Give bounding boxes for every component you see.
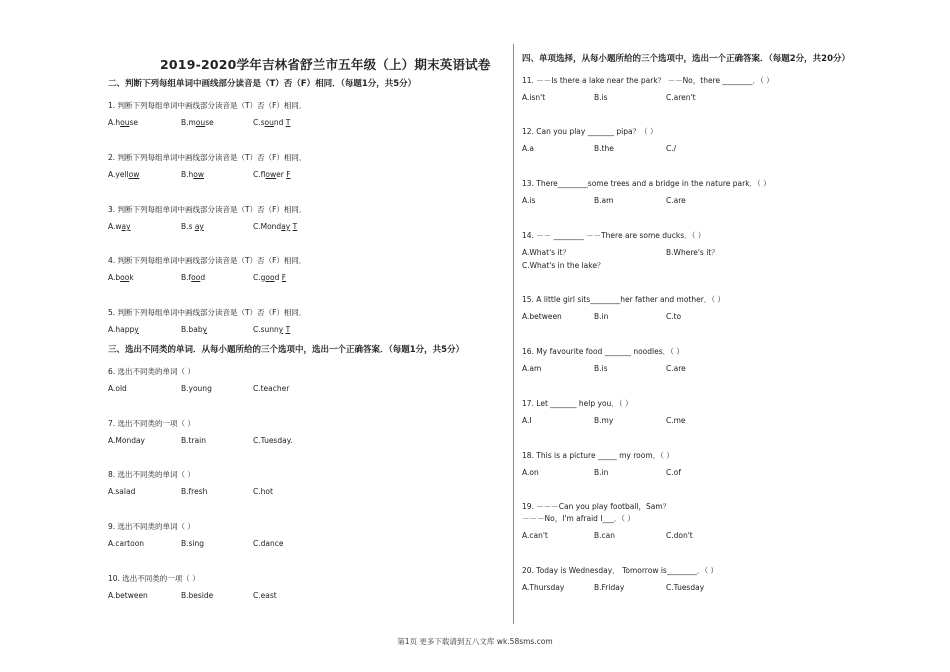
option-a[interactable]: A.way bbox=[108, 222, 131, 231]
question-14-options-row2 bbox=[522, 261, 822, 271]
section-2-heading: 二、判断下列每组单词中画线部分读音是（T）否（F）相同．（每题1分，共5分） bbox=[108, 79, 417, 89]
section-4-heading: 四、单项选择，从每小题所给的三个选项中，选出一个正确答案．（每题2分，共20分） bbox=[522, 54, 850, 64]
option-c[interactable]: C.are bbox=[666, 364, 686, 373]
option-b[interactable]: B.can bbox=[594, 531, 616, 540]
option-b[interactable]: B.Where's it？ bbox=[666, 248, 719, 257]
option-c[interactable]: C.are bbox=[666, 196, 686, 205]
option-c[interactable]: C.Tuesday bbox=[666, 583, 705, 592]
option-b[interactable]: B.in bbox=[594, 468, 609, 477]
option-a[interactable]: A.house bbox=[108, 118, 139, 127]
option-a[interactable]: A.am bbox=[522, 364, 542, 373]
question-19-options bbox=[522, 531, 822, 541]
option-c[interactable]: C.Tuesday. bbox=[253, 436, 293, 445]
question-9-options bbox=[108, 539, 408, 549]
option-c[interactable]: C.to bbox=[666, 312, 682, 321]
question-16-options bbox=[522, 364, 822, 374]
option-c[interactable]: C.What's in the lake？ bbox=[522, 261, 605, 270]
option-a[interactable]: A.Thursday bbox=[522, 583, 565, 592]
option-c[interactable]: C.aren't bbox=[666, 93, 696, 102]
answer-mark: T bbox=[285, 118, 291, 127]
answer-mark: T bbox=[285, 325, 291, 334]
option-b[interactable]: B.am bbox=[594, 196, 614, 205]
question-17-options bbox=[522, 416, 822, 426]
question-3-options bbox=[108, 222, 408, 232]
option-a[interactable]: A.Monday bbox=[108, 436, 145, 445]
question-13-stem: 13. There________some trees and a bridge in the nature park．（ ） bbox=[522, 179, 771, 188]
option-c[interactable]: C.Monday T bbox=[253, 222, 298, 231]
option-c[interactable]: C.me bbox=[666, 416, 686, 425]
option-b[interactable]: B.train bbox=[181, 436, 206, 445]
question-11-stem: 11. －－Is there a lake near the park？ －－No，there ________．（ ） bbox=[522, 76, 774, 85]
option-b[interactable]: B.s ay bbox=[181, 222, 204, 231]
question-20-options bbox=[522, 583, 822, 593]
option-b[interactable]: B.in bbox=[594, 312, 609, 321]
option-c[interactable]: C.don't bbox=[666, 531, 693, 540]
option-b[interactable]: B.Friday bbox=[594, 583, 625, 592]
option-c[interactable]: C./ bbox=[666, 144, 677, 153]
question-19-stem-line2: －－－No，I'm afraid I___．（ ） bbox=[522, 514, 635, 523]
option-b[interactable]: B.is bbox=[594, 364, 608, 373]
option-a[interactable]: A.yellow bbox=[108, 170, 140, 179]
option-a[interactable]: A.happy bbox=[108, 325, 139, 334]
question-12-options bbox=[522, 144, 822, 154]
question-2-stem: 2. 判断下列每组单词中画线部分读音是（T）否（F）相同． bbox=[108, 153, 307, 162]
option-c[interactable]: C.sunny T bbox=[253, 325, 291, 334]
question-14-stem: 14. －－ ________ －－There are some ducks．（ ） bbox=[522, 231, 706, 240]
question-18-stem: 18. This is a picture _____ my room．（ ） bbox=[522, 451, 674, 460]
section-3-heading: 三、选出不同类的单词．从每小题所给的三个选项中，选出一个正确答案．（每题1分，共5分） bbox=[108, 345, 465, 355]
question-3-stem: 3. 判断下列每组单词中画线部分读音是（T）否（F）相同． bbox=[108, 205, 307, 214]
question-17-stem: 17. Let _______ help you．（ ） bbox=[522, 399, 633, 408]
question-11-options bbox=[522, 93, 822, 103]
page-footer: 第1页 更多下载请到五八文库 wk.58sms.com bbox=[397, 637, 553, 646]
question-8-stem: 8. 选出不同类的单词（ ） bbox=[108, 470, 195, 479]
question-16-stem: 16. My favourite food _______ noodles．（ ） bbox=[522, 347, 684, 356]
question-4-stem: 4. 判断下列每组单词中画线部分读音是（T）否（F）相同． bbox=[108, 256, 307, 265]
option-a[interactable]: A.isn't bbox=[522, 93, 546, 102]
question-15-options bbox=[522, 312, 822, 322]
question-7-stem: 7. 选出不同类的一项（ ） bbox=[108, 419, 195, 428]
option-a[interactable]: A.between bbox=[108, 591, 148, 600]
question-1-options bbox=[108, 118, 408, 128]
question-20-stem: 20. Today is Wednesday． Tomorrow is________．（ ） bbox=[522, 566, 718, 575]
option-c[interactable]: C.flower F bbox=[253, 170, 291, 179]
question-13-options bbox=[522, 196, 822, 206]
option-c[interactable]: C.dance bbox=[253, 539, 284, 548]
option-c[interactable]: C.sound T bbox=[253, 118, 291, 127]
option-a[interactable]: A.old bbox=[108, 384, 127, 393]
question-10-stem: 10. 选出不同类的一项（ ） bbox=[108, 574, 200, 583]
answer-mark: F bbox=[286, 170, 291, 179]
option-a[interactable]: A.cartoon bbox=[108, 539, 145, 548]
answer-mark: F bbox=[281, 273, 287, 282]
question-9-stem: 9. 选出不同类的单词（ ） bbox=[108, 522, 195, 531]
option-a[interactable]: A.is bbox=[522, 196, 536, 205]
option-c[interactable]: C.east bbox=[253, 591, 277, 600]
option-b[interactable]: B.sing bbox=[181, 539, 205, 548]
question-8-options bbox=[108, 487, 408, 497]
question-10-options bbox=[108, 591, 408, 601]
option-a[interactable]: A.can't bbox=[522, 531, 548, 540]
question-18-options bbox=[522, 468, 822, 478]
option-c[interactable]: C.good F bbox=[253, 273, 287, 282]
option-a[interactable]: A.a bbox=[522, 144, 534, 153]
question-12-stem: 12. Can you play _______ pipa？（ ） bbox=[522, 127, 658, 136]
option-a[interactable]: A.between bbox=[522, 312, 562, 321]
question-7-options bbox=[108, 436, 408, 446]
question-6-options bbox=[108, 384, 408, 394]
question-2-options bbox=[108, 170, 408, 180]
question-4-options bbox=[108, 273, 408, 283]
option-b[interactable]: B.young bbox=[181, 384, 212, 393]
option-c[interactable]: C.of bbox=[666, 468, 681, 477]
option-b[interactable]: B.baby bbox=[181, 325, 208, 334]
option-c[interactable]: C.hot bbox=[253, 487, 273, 496]
option-a[interactable]: A.salad bbox=[108, 487, 136, 496]
question-5-stem: 5. 判断下列每组单词中画线部分读音是（T）否（F）相同． bbox=[108, 308, 307, 317]
question-19-stem: 19. －－－Can you play football，Sam？ bbox=[522, 502, 671, 511]
option-a[interactable]: A.on bbox=[522, 468, 539, 477]
option-b[interactable]: B.beside bbox=[181, 591, 214, 600]
option-c[interactable]: C.teacher bbox=[253, 384, 290, 393]
option-a[interactable]: A.I bbox=[522, 416, 532, 425]
option-a[interactable]: A.What's it？ bbox=[522, 248, 570, 257]
option-b[interactable]: B.is bbox=[594, 93, 608, 102]
option-b[interactable]: B.how bbox=[181, 170, 205, 179]
answer-mark: T bbox=[292, 222, 298, 231]
question-5-options bbox=[108, 325, 408, 335]
question-15-stem: 15. A little girl sits________her father and mother．（ ） bbox=[522, 295, 725, 304]
question-1-stem: 1. 判断下列每组单词中画线部分读音是（T）否（F）相同． bbox=[108, 101, 307, 110]
question-6-stem: 6. 选出不同类的单词（ ） bbox=[108, 367, 195, 376]
exam-title: 2019-2020学年吉林省舒兰市五年级（上）期末英语试卷 bbox=[160, 57, 491, 72]
option-b[interactable]: B.my bbox=[594, 416, 614, 425]
option-b[interactable]: B.food bbox=[181, 273, 206, 282]
option-b[interactable]: B.the bbox=[594, 144, 614, 153]
option-b[interactable]: B.fresh bbox=[181, 487, 208, 496]
option-b[interactable]: B.mouse bbox=[181, 118, 214, 127]
option-a[interactable]: A.book bbox=[108, 273, 134, 282]
question-14-options bbox=[522, 248, 822, 258]
column-divider bbox=[513, 44, 514, 624]
